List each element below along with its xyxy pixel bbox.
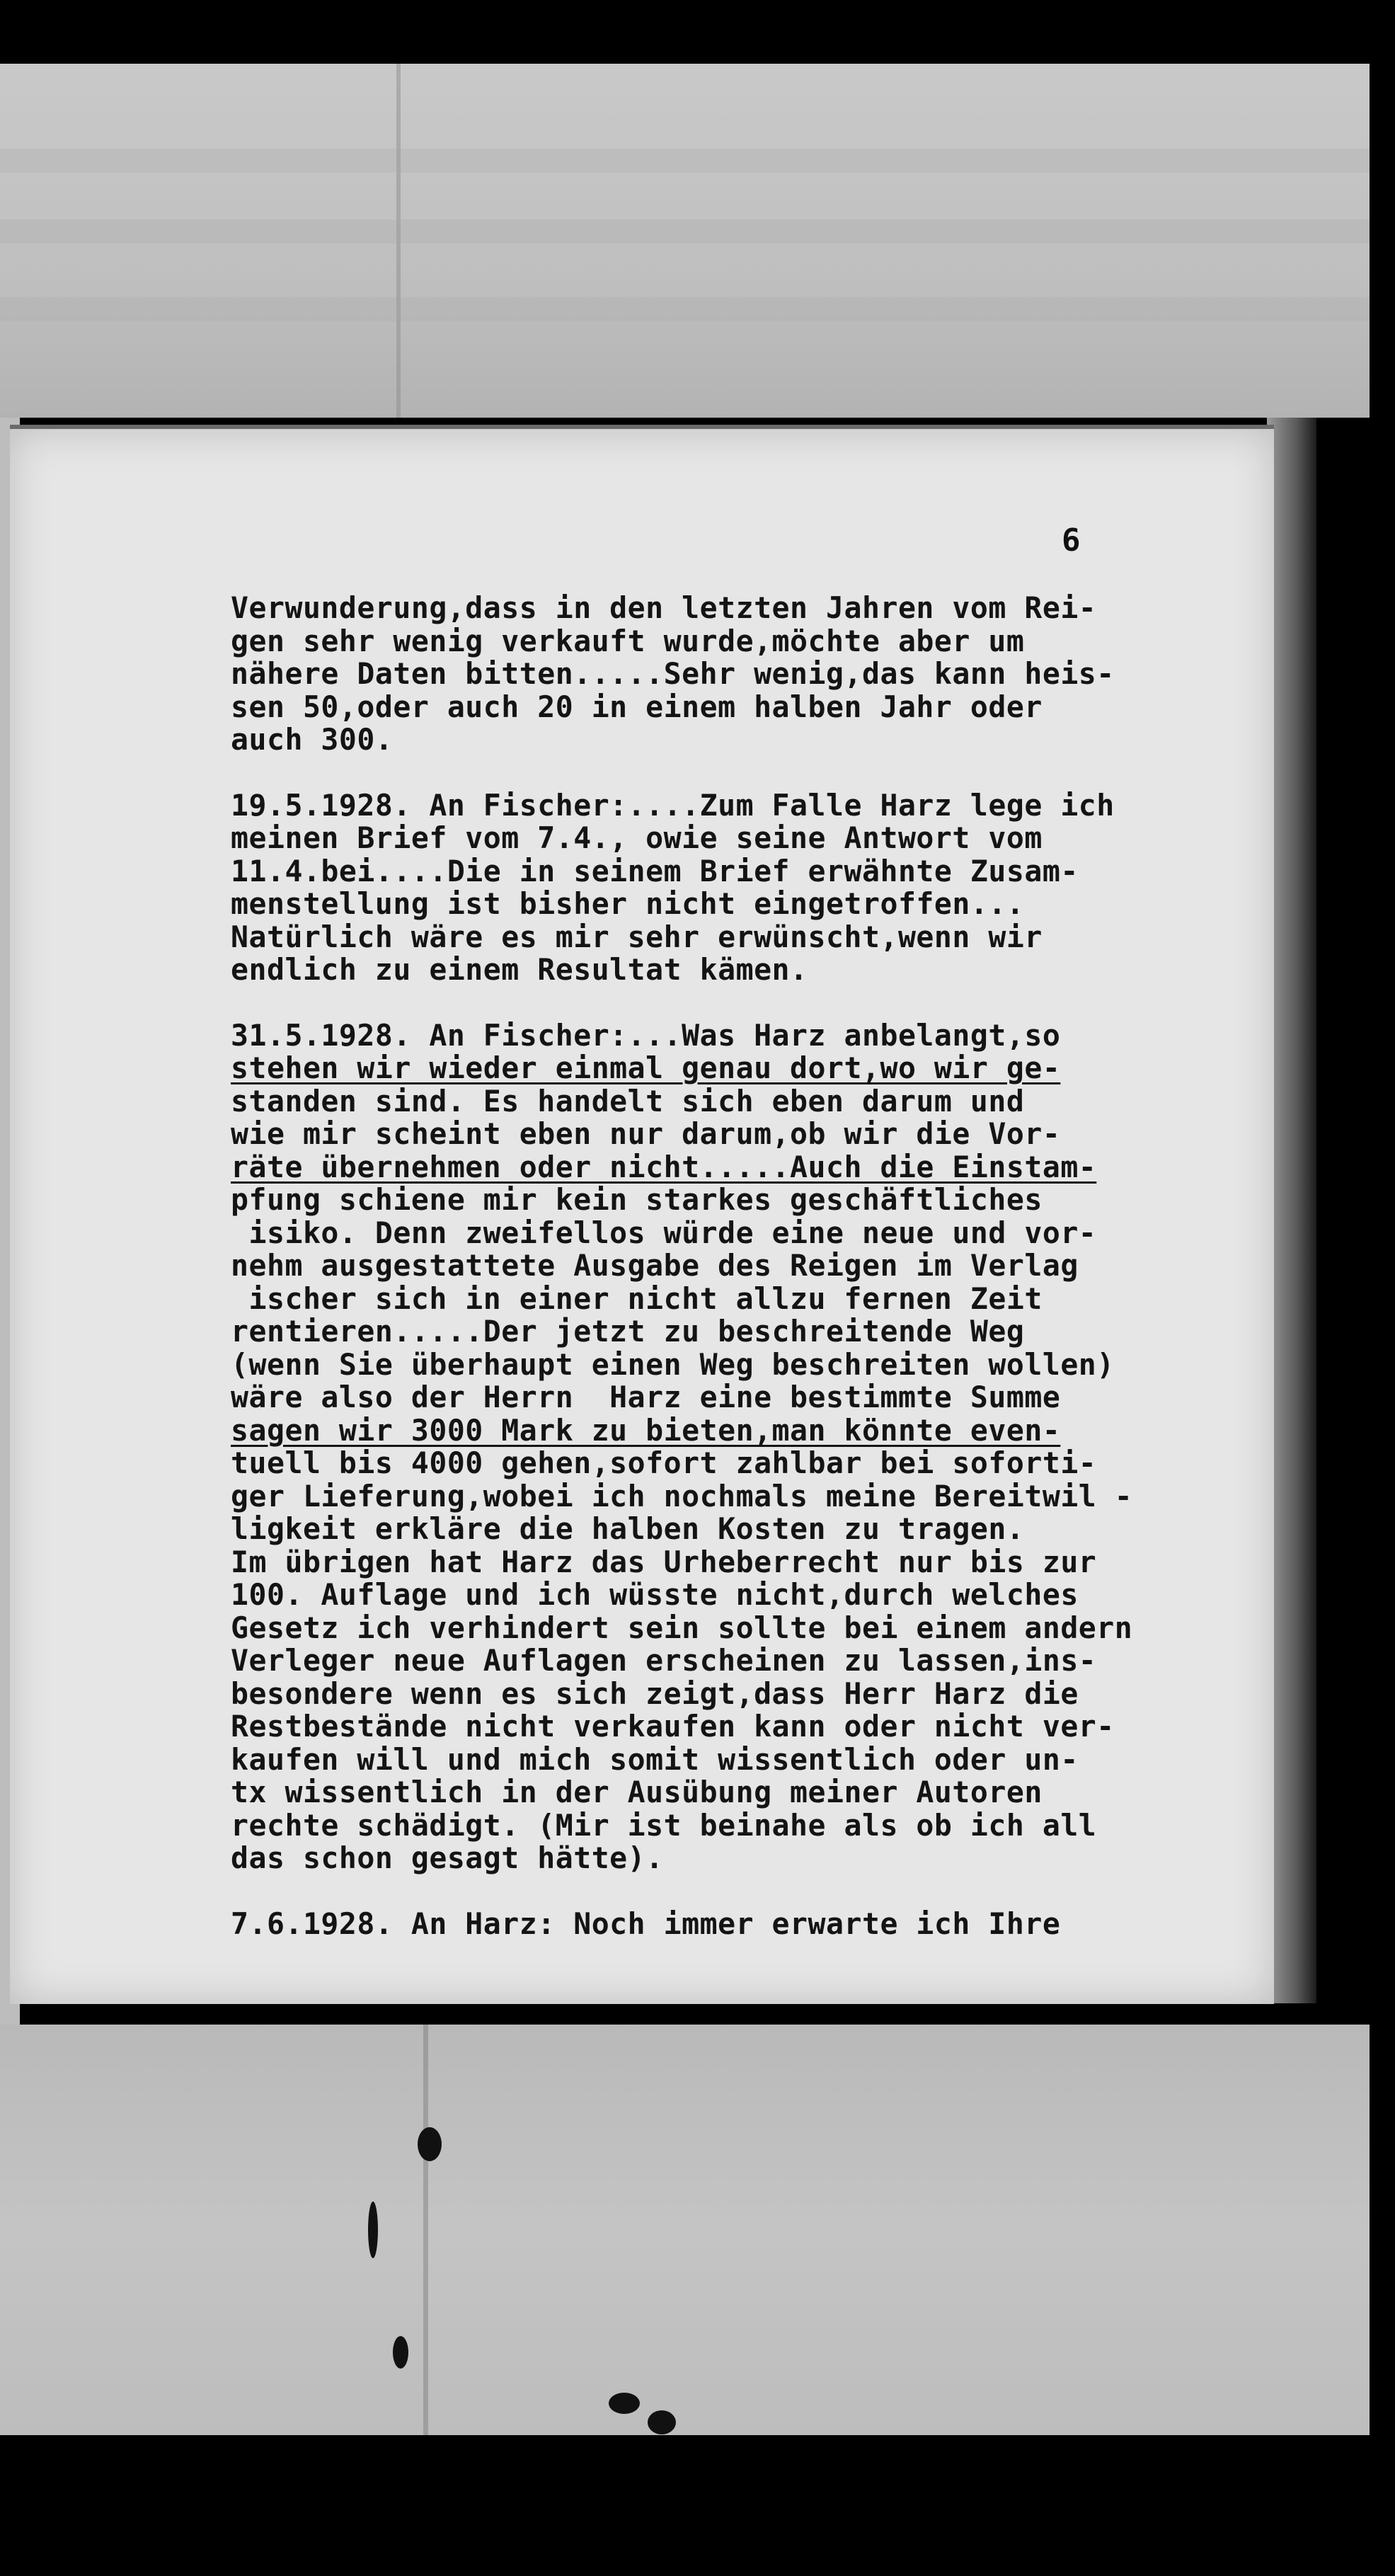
text-line: tuell bis 4000 gehen,sofort zahlbar bei soforti- [231,1446,1097,1480]
text-line: pfung schiene mir kein starkes geschäftliches [231,1182,1043,1217]
text-line: 7.6.1928. An Harz: Noch immer erwarte ich Ihre [231,1906,1061,1941]
text-line: Gesetz ich verhindert sein sollte bei einem andern [231,1610,1133,1645]
text-line: isiko. Denn zweifellos würde eine neue und vor- [231,1215,1097,1250]
text-line-underlined: sagen wir 3000 Mark zu bieten,man könnte even- [231,1412,1061,1448]
bleed-through-line [0,219,1370,244]
text-line: besondere wenn es sich zeigt,dass Herr Harz die [231,1676,1079,1711]
text-line: endlich zu einem Resultat kämen. [231,952,808,987]
text-line: nähere Daten bitten.....Sehr wenig,das kann heis- [231,656,1115,691]
text-line: nehm ausgestattete Ausgabe des Reigen im Verlag [231,1248,1079,1283]
text-line: rentieren.....Der jetzt zu beschreitende Weg [231,1314,1025,1349]
text-line: meinen Brief vom 7.4., owie seine Antwort vom [231,820,1043,855]
text-line: auch 300. [231,722,394,757]
paragraph-1 [231,592,1236,757]
ink-blot [648,2410,676,2434]
text-line-underlined: 31.5.1928. An Fischer:...Was Harz anbelangt,so [231,1017,1061,1053]
text-line: 100. Auflage und ich wüsste nicht,durch welches [231,1577,1079,1612]
ink-blot [609,2393,640,2414]
text-line: ischer sich in einer nicht allzu fernen Zeit [231,1281,1043,1316]
text-line: Verwunderung,dass in den letzten Jahren vom Rei- [231,590,1097,625]
text-line-underlined: stehen wir wieder einmal genau dort,wo wir ge- [231,1051,1061,1085]
ink-blot [393,2336,408,2369]
text-line: Im übrigen hat Harz das Urheberrecht nur bis zur [231,1544,1097,1579]
paragraph-2 [231,789,1236,987]
text-line: 19.5.1928. An Fischer:....Zum Falle Harz lege ich [231,787,1115,823]
text-line: kaufen will und mich somit wissentlich oder un- [231,1741,1079,1777]
paragraph-3 [231,1019,1236,1875]
text-line: (wenn Sie überhaupt einen Weg beschreiten wollen) [231,1346,1115,1382]
text-line: gen sehr wenig verkauft wurde,möchte aber um [231,623,1025,658]
text-line: wäre also der Herrn Harz eine bestimmte Summe [231,1380,1061,1414]
sheet-fold-line [423,2025,428,2435]
text-line: tx wissentlich in der Ausübung meiner Autoren [231,1775,1043,1809]
page-number: 6 [1062,522,1081,559]
ink-blot [368,2202,378,2258]
text-line-underlined: räte übernehmen oder nicht.....Auch die Einstam- [231,1149,1097,1184]
text-line: standen sind. Es handelt sich eben darum und [231,1083,1025,1118]
ink-blot [418,2127,442,2161]
text-line: wie mir scheint eben nur darum,ob wir die Vor- [231,1116,1061,1151]
text-line: rechte schädigt. (Mir ist beinahe als ob ich all [231,1807,1097,1843]
text-line: 11.4.bei....Die in seinem Brief erwähnte Zusam- [231,853,1079,888]
lower-background-sheet [0,2025,1370,2435]
text-line: ger Lieferung,wobei ich nochmals meine Bereitwil - [231,1478,1133,1513]
paragraph-4 [231,1908,1236,1941]
text-line: Verleger neue Auflagen erscheinen zu lassen,ins- [231,1643,1097,1678]
bleed-through-line [0,297,1370,321]
bleed-through-line [0,149,1370,173]
text-line: menstellung ist bisher nicht eingetroffen... [231,886,1025,921]
text-line: Restbestände nicht verkaufen kann oder nicht ver- [231,1709,1115,1744]
typed-letter-text [231,592,1236,1973]
text-line: sen 50,oder auch 20 in einem halben Jahr oder [231,689,1043,724]
text-line: das schon gesagt hätte). [231,1841,664,1875]
text-line: Natürlich wäre es mir sehr erwünscht,wenn wir [231,919,1043,954]
stacked-pages-edge [1267,418,1316,2003]
text-line: ligkeit erkläre die halben Kosten zu tragen. [231,1511,1025,1546]
upper-background-sheet [0,64,1370,418]
